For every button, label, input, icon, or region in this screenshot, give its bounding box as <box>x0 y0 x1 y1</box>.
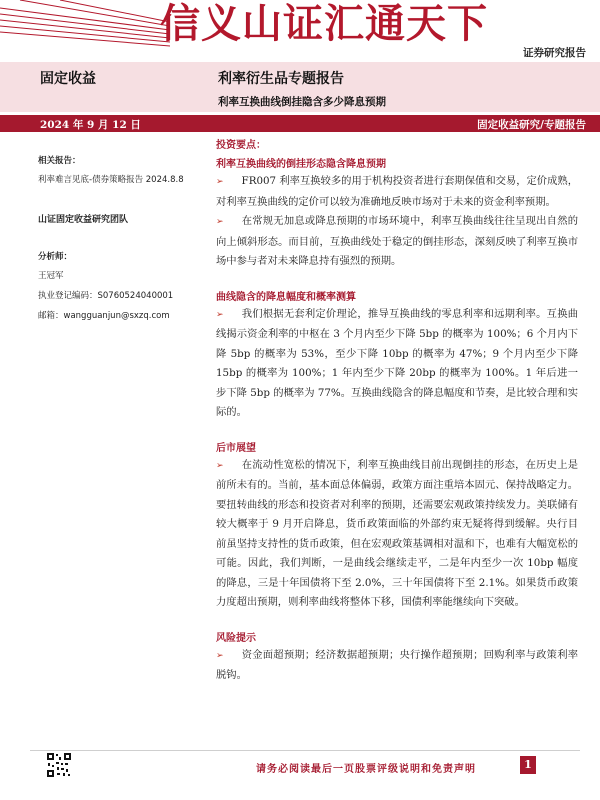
paragraph: ➢ 在常规无加息或降息预期的市场环境中，利率互换曲线往往呈现出自然的向上倾斜形态。而目前，互换曲线处于稳定的倒挂形态，深刻反映了利率互换市场中参与者对未来降息持有强烈的预期。 <box>216 215 578 267</box>
arrow-bullet-icon: ➢ <box>216 650 224 661</box>
arrow-bullet-icon: ➢ <box>216 309 224 320</box>
disclaimer-text: 请务必阅读最后一页股票评级说明和免责声明 <box>256 764 476 775</box>
related-reports-label: 相关报告： <box>38 156 81 166</box>
report-type-label: 证券研究报告 <box>523 47 586 59</box>
arrow-bullet-icon: ➢ <box>216 177 224 187</box>
arrow-bullet-icon: ➢ <box>216 460 224 471</box>
key-points-heading: 投资要点： <box>216 140 266 151</box>
masthead <box>0 0 600 62</box>
section-title: 后市展望 <box>216 442 256 454</box>
analyst-name: 王冠军 <box>38 271 64 281</box>
paragraph: ➢ FR007 利率互换较多的用于机构投资者进行套期保值和交易，定价成熟，对利率互换曲线的定价可以较为准确地反映市场对于未来的资金利率预期。 <box>216 175 578 208</box>
related-report-link[interactable]: 利率难言见底-债券策略报告 2024.8.8 <box>38 175 184 185</box>
report-category: 固定收益研究/专题报告 <box>477 119 586 131</box>
footer-divider <box>30 750 580 751</box>
logo-stripes-graphic <box>0 0 170 60</box>
sector-label: 固定收益 <box>40 71 96 87</box>
section-title: 利率互换曲线的倒挂形态隐含降息预期 <box>216 159 386 170</box>
brand-logo: 信义山证汇通天下 <box>160 0 488 47</box>
report-title: 利率衍生品专题报告 <box>218 71 344 87</box>
report-date: 2024 年 9 月 12 日 <box>40 119 141 131</box>
paragraph: ➢ 在流动性宽松的情况下，利率互换曲线目前出现倒挂的形态，在历史上是前所未有的。当前，基本面总体偏弱，政策方面注重培本固元、保持战略定力。要扭转曲线的形态和投资者对利率的预期，还需要宏观政策持续发力。美联储有较大概率于 9 月开启降息，货币政策面临的外部约束无疑将得到缓解。央行目前虽坚持支持性的货币政策，但在宏观政策基调相对温和下，也难有大幅宽松的可能。因此，我们判断，一是曲线会继续走平，二是年内至少一次 10bp 幅度的降息，三是十年国债将下至 2.0%，三十年国债将下至 2.1%。如果货币政策力度超出预期，则利率曲线将整体下移，国债利率能继续向下突破。 <box>216 458 578 608</box>
arrow-bullet-icon: ➢ <box>216 217 224 227</box>
analyst-email[interactable]: 邮箱：wangguanjun@sxzq.com <box>38 311 170 321</box>
paragraph: ➢ 资金面超预期；经济数据超预期；央行操作超预期；回购利率与政策利率脱钩。 <box>216 648 578 681</box>
section-title: 曲线隐含的降息幅度和概率测算 <box>216 291 356 303</box>
section-title: 风险提示 <box>216 632 256 644</box>
qr-code-icon[interactable] <box>46 752 72 778</box>
paragraph: ➢ 我们根据无套利定价理论，推导互换曲线的零息利率和远期利率。互换曲线揭示资金利率的中枢在 3 个月内至少下降 5bp 的概率为 100%；6 个月内下降 5bp 的概率为 53%，至少下降 10bp 的概率为 47%；9 个月内至少下降 15bp 的概率为 100%；1 年内至少下降 20bp 的概率为 100%。1 年后进一步下降 5bp 的概率为 77%。互换曲线隐含的降息幅度和节奏，是比较合理和实际的。 <box>216 307 578 418</box>
main-content <box>216 136 578 686</box>
team-name: 山证固定收益研究团队 <box>38 215 129 225</box>
analyst-label: 分析师： <box>38 252 73 262</box>
license-number: 执业登记编码：S0760524040001 <box>38 291 174 301</box>
report-subtitle: 利率互换曲线倒挂隐含多少降息预期 <box>218 96 386 108</box>
page-number: 1 <box>520 756 536 774</box>
